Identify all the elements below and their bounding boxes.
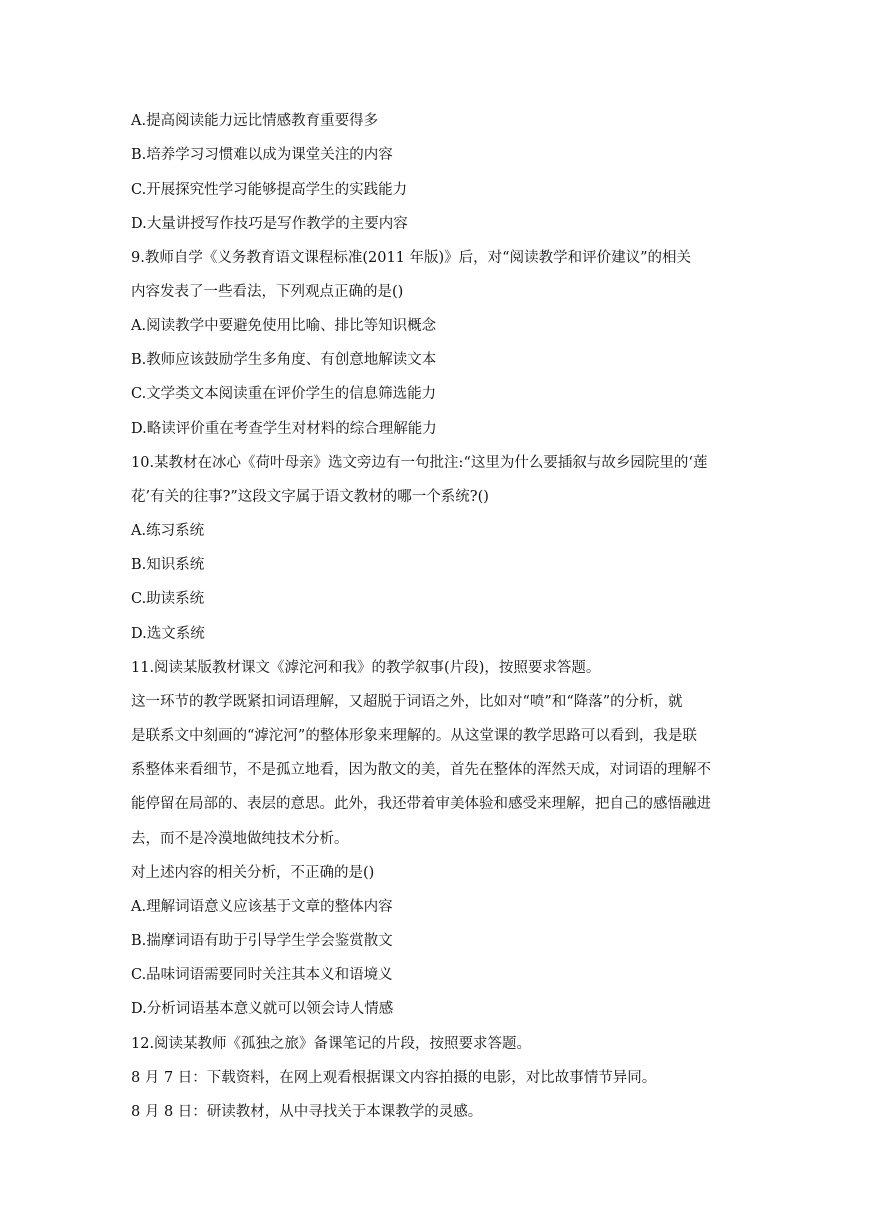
option-b-q11: B.揣摩词语有助于引导学生学会鉴赏散文	[131, 933, 393, 949]
option-a-q11: A.理解词语意义应该基于文章的整体内容	[131, 899, 393, 915]
option-c-q8: C.开展探究性学习能够提高学生的实践能力	[131, 182, 408, 198]
option-c-q11: C.品味词语需要同时关注其本义和语境义	[131, 967, 393, 983]
question-12-stem: 12.阅读某教师《孤独之旅》备课笔记的片段，按照要求答题。	[131, 1036, 532, 1052]
question-10-stem: 10.某教材在冰心《荷叶母亲》选文旁边有一句批注:“这里为什么要插叙与故乡园院里的‘莲	[131, 455, 708, 471]
option-d-q9: D.略读评价重在考查学生对材料的综合理解能力	[131, 421, 437, 437]
option-d-q10: D.选文系统	[131, 626, 205, 642]
option-c-q9: C.文学类文本阅读重在评价学生的信息筛选能力	[131, 386, 437, 402]
option-b-q9: B.教师应该鼓励学生多角度、有创意地解读文本	[131, 352, 437, 368]
option-d-q8: D.大量讲授写作技巧是写作教学的主要内容	[131, 216, 408, 232]
note-aug-8: 8 月 8 日：研读教材，从中寻找关于本课教学的灵感。	[131, 1104, 483, 1120]
passage-line: 系整体来看细节，不是孤立地看，因为散文的美，首先在整体的浑然天成，对词语的理解不	[131, 762, 711, 778]
option-b-q10: B.知识系统	[131, 557, 205, 573]
option-b-q8: B.培养学习习惯难以成为课堂关注的内容	[131, 147, 393, 163]
question-10-stem-cont: 花’有关的往事?”这段文字属于语文教材的哪一个系统?()	[131, 489, 489, 505]
question-11-prompt: 对上述内容的相关分析，不正确的是()	[131, 865, 375, 881]
passage-line: 去，而不是冷漠地做纯技术分析。	[131, 831, 349, 847]
option-a-q9: A.阅读教学中要避免使用比喻、排比等知识概念	[131, 318, 437, 334]
question-11-stem: 11.阅读某版教材课文《滹沱河和我》的教学叙事(片段)，按照要求答题。	[131, 660, 601, 676]
passage-line: 是联系文中刻画的“滹沱河”的整体形象来理解的。从这堂课的教学思路可以看到，我是联	[131, 728, 697, 744]
passage-line: 这一环节的教学既紧扣词语理解，又超脱于词语之外，比如对“喷”和“降落”的分析，就	[131, 694, 683, 710]
question-9-stem: 9.教师自学《义务教育语文课程标准(2011 年版)》后，对“阅读教学和评价建议”的相关	[131, 250, 691, 266]
note-aug-7: 8 月 7 日：下载资料，在网上观看根据课文内容拍摄的电影，对比故事情节异同。	[131, 1070, 657, 1086]
passage-line: 能停留在局部的、表层的意思。此外，我还带着审美体验和感受来理解，把自己的感悟融进	[131, 796, 711, 812]
option-c-q10: C.助读系统	[131, 591, 205, 607]
option-d-q11: D.分析词语基本意义就可以领会诗人情感	[131, 1001, 394, 1017]
question-9-stem-cont: 内容发表了一些看法，下列观点正确的是()	[131, 284, 404, 300]
option-a-q8: A.提高阅读能力远比情感教育重要得多	[131, 113, 379, 129]
option-a-q10: A.练习系统	[131, 523, 205, 539]
